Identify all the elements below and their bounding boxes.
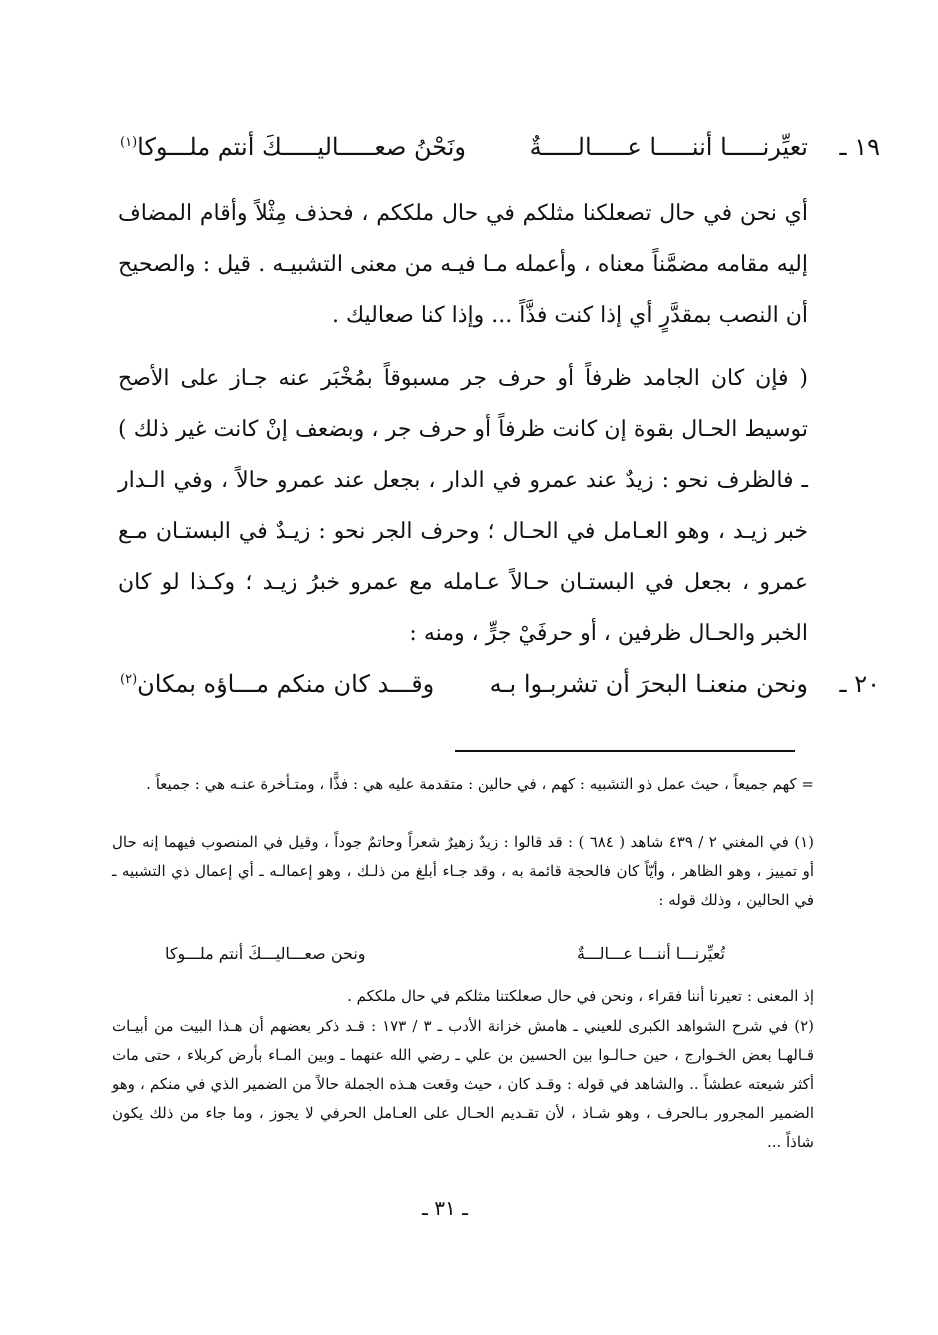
footnote-1-verse <box>165 944 725 972</box>
verse-hemistich-first: تعيِّرنـــــا أننـــــا عـــــالـــــةٌ <box>529 133 808 161</box>
verse-hemistich-second <box>120 133 466 161</box>
page-number: ـ ٣١ ـ <box>422 1196 468 1220</box>
verse-20 <box>110 670 880 710</box>
paragraph-explanation: أي نحن في حال تصعلكنا مثلكم في حال ملككم ، فحذف مِثْلاً وأقام المضاف إليه مقامه مضمَّناً معناه ، وأعمله مـا فيـه من معنى التشبيـه . قيل : والصحيح أن النصب بمقدَّرٍ أي إذا كنت فذَّاً ... وإذا كنا صعاليك . <box>118 201 808 328</box>
footnote-continuation: = كهم جميعاً ، حيث عمل ذو التشبيه : كهم ، في حالين : متقدمة عليه هي : فذًّا ، ومتـأخرة عنـه هي : جميعاً . <box>146 775 814 793</box>
verse-hemistich-first: ونحن منعنـا البحرَ أن تشربـوا بـه <box>489 670 808 698</box>
footnote-1: (١) في المغني ٢ / ٤٣٩ شاهد ( ٦٨٤ ) : قد قالوا : زيدٌ زهيرٌ شعراً وحاتمٌ جوداً ، وقيل في المنصوب فيهما إنه حال أو تمييز ، وهو الظاهر ، وأيّاً كان فالحجة قائمة به ، وقد جـاء أبلغ من ذلـك ، وهو إعمالـه ـ أي إعمال ذي التشبيه ـ في الحالين ، وذلك قوله : <box>112 833 814 909</box>
verse-hemistich-second-text: ونَحْنُ صعـــــاليـــــكَ أنتم ملـــوكا <box>137 133 467 161</box>
verse-hemistich-second-text: وقـــد كان منكم مـــاؤه بمكان <box>137 670 435 698</box>
verse-number: ١٩ ـ <box>839 133 880 161</box>
paragraph-rule: ( فإن كان الجامد ظرفاً أو حرف جر مسبوقاً بمُخْبَر عنه جـاز على الأصح توسيط الحـال بقوة إن كانت ظرفاً أو حرف جر ، وبضعف إنْ كانت غير ذلك ) ـ فالظرف نحو : زيدٌ عند عمرو في الدار ، بجعل عند عمرو حالاً ، وفي الـدار خبر زيـد ، وهو العـامل في الحـال ؛ وحرف الجر نحو : زيـدٌ في البستـان مـع عمرو ، بجعل في البستـان حـالاً عـامله مع عمرو خبرُ زيـد ؛ وكـذا لو كان الخبر والحـال ظرفين ، أو حرفَيْ جرٍّ ، ومنه : <box>118 366 808 646</box>
verse-19 <box>110 133 880 173</box>
verse-hemistich-first: تُعيِّرنـــا أننـــا عـــالـــةٌ <box>576 944 725 963</box>
footnote-1-meaning: إذ المعنى : تعيرنا أننا فقراء ، ونحن في حال صعلكتنا مثلكم في حال ملككم . <box>347 987 814 1005</box>
footnote-mark: (٢) <box>120 672 138 687</box>
verse-hemistich-second: ونحن صعـــاليـــكَ أنتم ملـــوكا <box>165 944 366 963</box>
footnote-mark: (١) <box>120 135 138 150</box>
footnote-separator <box>455 750 795 752</box>
verse-number: ٢٠ ـ <box>839 670 880 698</box>
footnote-2: (٢) في شرح الشواهد الكبرى للعيني ـ هامش خزانة الأدب ـ ٣ / ١٧٣ : قـد ذكر بعضهم أن هـذا البيت من أبيـات قـالهـا بعض الخـوارج ، حين حـالـوا بين الحسين بن علي ـ رضي الله عنهما ـ وبين المـاء بأرض كربلاء ، حتى مات أكثر شيعته عطشاً .. والشاهد في قوله : وقـد كان ، حيث وقعت هـذه الجملة حالاً من الضمير الذي في منكم ، وهو الضمير المجرور بـالحرف ، وهو شـاذ ، لأن تقـديم الحـال على العـامل الحرفي لا يجوز ، وما جاء من ذلك يكون شاذاً ... <box>112 1017 814 1151</box>
verse-hemistich-second <box>120 670 434 698</box>
